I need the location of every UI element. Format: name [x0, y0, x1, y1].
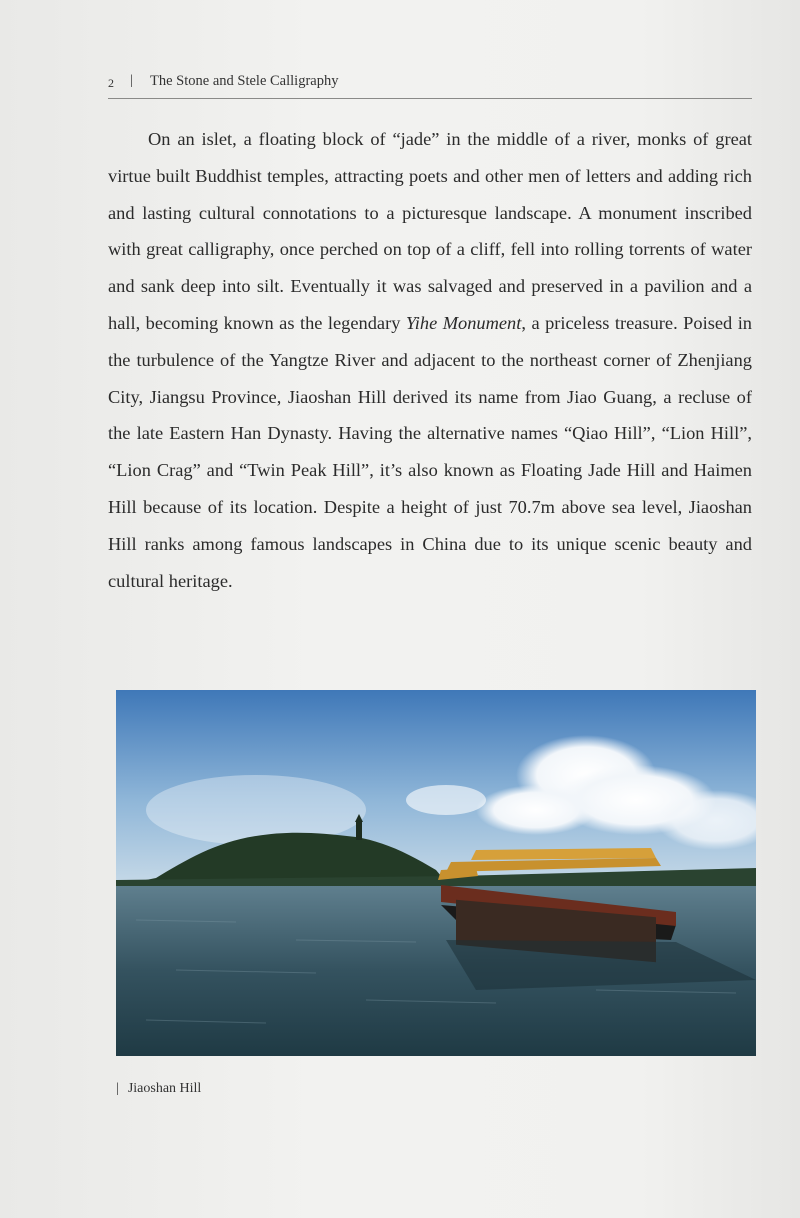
caption-bar: | — [116, 1081, 119, 1096]
running-title: The Stone and Stele Calligraphy — [150, 73, 339, 89]
header-separator: | — [130, 73, 133, 88]
jiaoshan-hill-photo — [116, 690, 756, 1056]
figure-caption — [116, 1081, 201, 1097]
pagoda — [356, 820, 362, 840]
paragraph-text-1: On an islet, a floating block of “jade” in the middle of a river, monks of great virtue built Buddhist temples, attracting poets and other men of letters and adding rich and lasting cultural connotations to a picturesque landscape. A monument inscribed with great calligraphy, once perched on top of a cliff, fell into rolling torrents of water and sank deep into silt. Eventually it was salvaged and preserved in a pavilion and a hall, becoming known as the legendary — [108, 129, 752, 333]
running-head — [108, 72, 752, 96]
header-rule — [108, 98, 752, 99]
caption-text: Jiaoshan Hill — [127, 1081, 202, 1096]
photo-illustration — [116, 690, 756, 1056]
monument-name-italic: Yihe Monument — [405, 312, 522, 333]
body-paragraph — [108, 121, 752, 599]
page-number: 2 — [108, 76, 114, 90]
paragraph-text-2: , a priceless treasure. Poised in the turbulence of the Yangtze River and adjacent to the northeast corner of Zhenjiang City, Jiangsu Province, Jiaoshan Hill derived its name from Jiao Guang, a recluse of the late Eastern Han Dynasty. Having the alternative names “Qiao Hill”, “Lion Hill”, “Lion Crag” and “Twin Peak Hill”, it’s also known as Floating Jade Hill and Haimen Hill because of its location. Despite a height of just 70.7m above sea level, Jiaoshan Hill ranks among famous landscapes in China due to its unique scenic beauty and cultural heritage. — [108, 312, 752, 591]
